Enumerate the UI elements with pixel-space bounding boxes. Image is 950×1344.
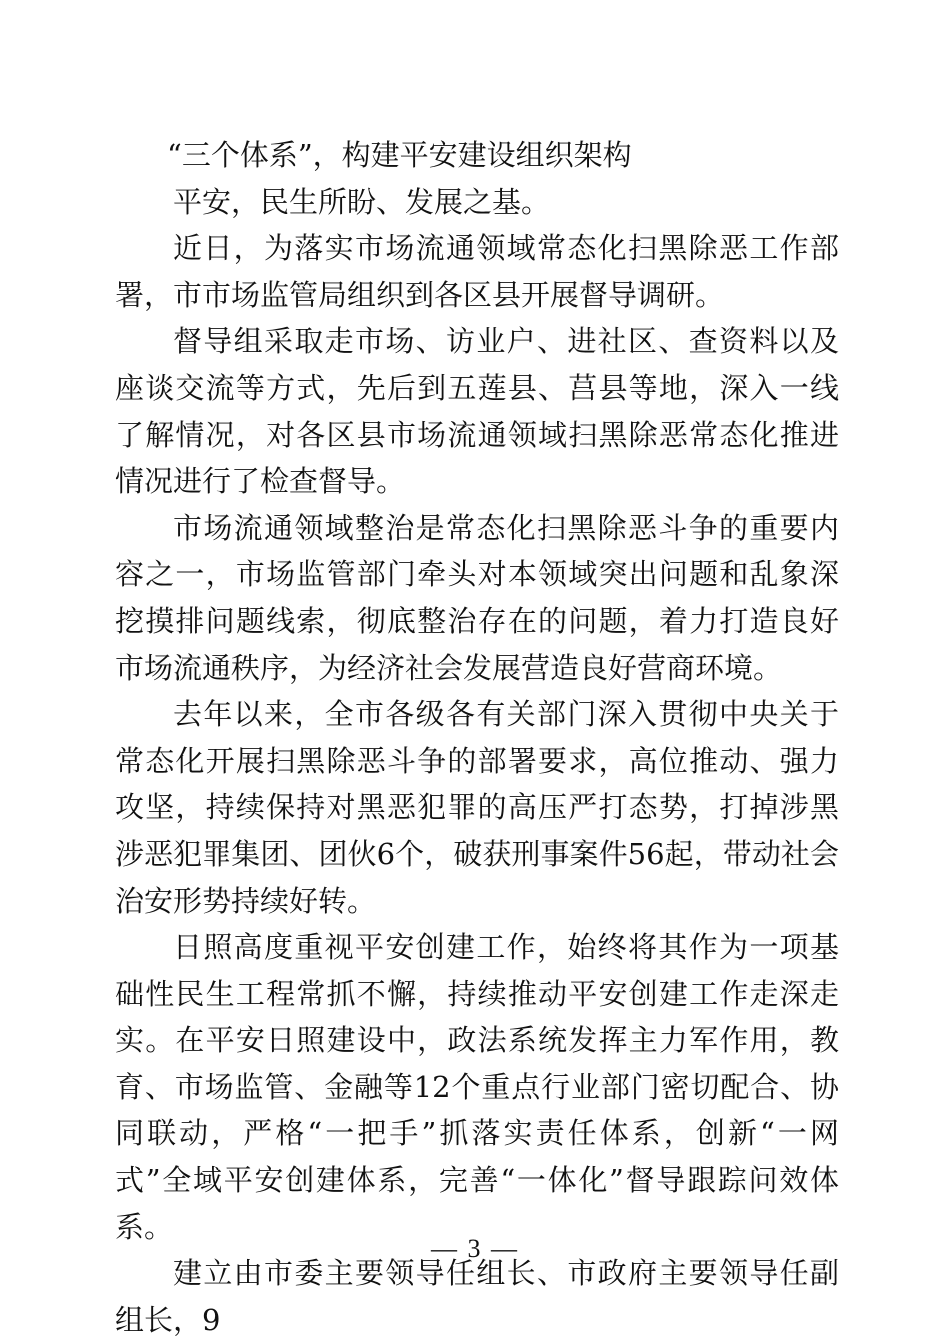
section-heading: “三个体系”，构建平安建设组织架构 <box>167 138 632 172</box>
paragraph: 市场流通领域整治是常态化扫黑除恶斗争的重要内容之一，市场监管部门牵头对本领域突出问题和乱象深挖摸排问题线索，彻底整治存在的问题，着力打造良好市场流通秩序，为经济社会发展营造良好营商环境。 <box>115 510 839 685</box>
paragraph: 建立由市委主要领导任组长、市政府主要领导任副组长，9 <box>115 1256 839 1337</box>
paragraph: 近日，为落实市场流通领域常态化扫黑除恶工作部署，市市场监管局组织到各区县开展督导调研。 <box>115 231 839 312</box>
document-body <box>115 132 839 1343</box>
page-number: — 3 — <box>431 1234 519 1263</box>
paragraph: 督导组采取走市场、访业户、进社区、查资料以及座谈交流等方式，先后到五莲县、莒县等地，深入一线了解情况，对各区县市场流通领域扫黑除恶常态化推进情况进行了检查督导。 <box>115 324 839 499</box>
paragraph: 日照高度重视平安创建工作，始终将其作为一项基础性民生工程常抓不懈，持续推动平安创建工作走深走实。在平安日照建设中，政法系统发挥主力军作用，教育、市场监管、金融等12个重点行业部门密切配合、协同联动，严格“一把手”抓落实责任体系，创新“一网式”全域平安创建体系，完善“一体化”督导跟踪问效体系。 <box>115 930 839 1244</box>
paragraph: 平安，民生所盼、发展之基。 <box>173 184 551 219</box>
paragraph: 去年以来，全市各级各有关部门深入贯彻中央关于常态化开展扫黑除恶斗争的部署要求，高位推动、强力攻坚，持续保持对黑恶犯罪的高压严打态势，打掉涉黑涉恶犯罪集团、团伙6个，破获刑事案件56起，带动社会治安形势持续好转。 <box>115 697 839 918</box>
